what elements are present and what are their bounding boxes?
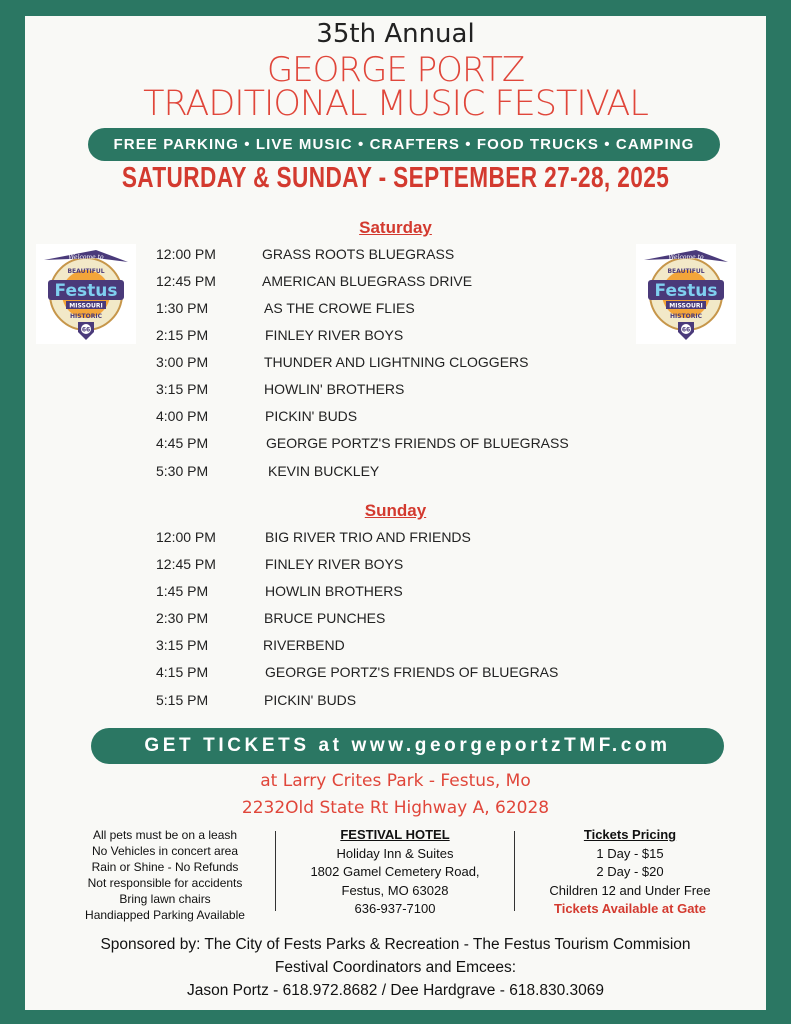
row-act: PICKIN' BUDS xyxy=(265,408,358,424)
coordinators-contacts: Jason Portz - 618.972.8682 / Dee Hardgrave - 618.830.3069 xyxy=(186,982,605,999)
row-act: RIVERBEND xyxy=(263,637,345,653)
rule-item: Bring lawn chairs xyxy=(119,892,211,906)
logo-state-text: MISSOURI xyxy=(69,302,103,310)
tickets-at-gate: Tickets Available at Gate xyxy=(554,901,706,916)
festus-route66-logo-icon xyxy=(36,244,136,344)
rule-item: No Vehicles in concert area xyxy=(91,844,239,858)
row-time: 4:15 PM xyxy=(156,664,209,680)
logo-state-text: MISSOURI xyxy=(669,302,703,310)
row-act: HOWLIN' BROTHERS xyxy=(264,381,405,397)
row-act: BIG RIVER TRIO AND FRIENDS xyxy=(265,529,471,545)
row-time: 12:45 PM xyxy=(156,273,216,289)
logo-historic-text: HISTORIC xyxy=(69,313,103,320)
row-time: 3:15 PM xyxy=(156,637,209,653)
coordinators-heading: Festival Coordinators and Emcees: xyxy=(274,959,517,976)
hotel-line: Festus, MO 63028 xyxy=(341,882,449,898)
row-time: 3:00 PM xyxy=(156,354,209,370)
row-act: PICKIN' BUDS xyxy=(264,692,357,708)
row-act: BRUCE PUNCHES xyxy=(264,610,386,626)
row-act: GEORGE PORTZ'S FRIENDS OF BLUEGRAS xyxy=(265,664,559,680)
logo-beautiful-text: BEAUTIFUL xyxy=(67,268,105,275)
logo-name-text: Festus xyxy=(654,281,718,301)
logo-name-text: Festus xyxy=(54,281,118,301)
row-act: THUNDER AND LIGHTNING CLOGGERS xyxy=(264,354,529,370)
rule-item: Not responsible for accidents xyxy=(87,876,243,890)
rules-column xyxy=(80,827,250,923)
column-divider xyxy=(275,831,276,911)
logo-route-text: 66 xyxy=(81,326,91,334)
logo-route-text: 66 xyxy=(681,326,691,334)
row-act: HOWLIN BROTHERS xyxy=(265,583,403,599)
get-tickets-banner[interactable]: GET TICKETS at www.georgeportzTMF.com xyxy=(91,728,724,764)
festus-route66-logo-icon xyxy=(636,244,736,344)
row-act: AMERICAN BLUEGRASS DRIVE xyxy=(262,273,473,289)
festus-logo-left xyxy=(36,244,136,344)
row-act: GEORGE PORTZ'S FRIENDS OF BLUEGRASS xyxy=(266,435,569,451)
row-time: 12:00 PM xyxy=(156,246,216,262)
logo-welcome-text: Welcome to xyxy=(68,254,104,261)
hotel-heading: FESTIVAL HOTEL xyxy=(340,827,450,842)
row-act: GRASS ROOTS BLUEGRASS xyxy=(262,246,455,262)
pricing-column xyxy=(530,826,730,919)
saturday-heading: Saturday xyxy=(359,218,432,237)
column-divider xyxy=(514,831,515,911)
row-time: 12:00 PM xyxy=(156,529,216,545)
festival-title-line2: TRADITIONAL MUSIC FESTIVAL xyxy=(143,84,648,124)
price-line: 2 Day - $20 xyxy=(596,864,664,879)
rule-item: Rain or Shine - No Refunds xyxy=(91,860,239,874)
row-time: 4:00 PM xyxy=(156,408,209,424)
rule-item: All pets must be on a leash xyxy=(92,828,238,842)
row-act: FINLEY RIVER BOYS xyxy=(265,327,404,343)
row-act: FINLEY RIVER BOYS xyxy=(265,556,404,572)
hotel-phone: 636-937-7100 xyxy=(354,901,436,916)
festival-title-line1: GEORGE PORTZ xyxy=(266,50,525,90)
hotel-column xyxy=(290,826,500,919)
annual-label: 35th Annual xyxy=(316,19,475,49)
price-line: Children 12 and Under Free xyxy=(549,882,711,898)
price-line: 1 Day - $15 xyxy=(596,845,664,861)
row-time: 3:15 PM xyxy=(156,381,209,397)
row-time: 4:45 PM xyxy=(156,435,209,451)
row-time: 2:30 PM xyxy=(156,610,209,626)
row-act: AS THE CROWE FLIES xyxy=(264,300,415,316)
venue-line1: at Larry Crites Park - Festus, Mo xyxy=(260,771,531,791)
row-time: 5:15 PM xyxy=(156,692,209,708)
hotel-line: Holiday Inn & Suites xyxy=(336,845,454,861)
hotel-line: 1802 Gamel Cemetery Road, xyxy=(310,864,480,879)
pricing-heading: Tickets Pricing xyxy=(583,827,677,842)
logo-welcome-text: Welcome to xyxy=(668,254,704,261)
row-time: 1:30 PM xyxy=(156,300,209,316)
row-time: 12:45 PM xyxy=(156,556,216,572)
row-time: 2:15 PM xyxy=(156,327,209,343)
venue-address: 2232Old State Rt Highway A, 62028 xyxy=(241,798,550,818)
row-time: 1:45 PM xyxy=(156,583,209,599)
logo-historic-text: HISTORIC xyxy=(669,313,703,320)
row-time: 5:30 PM xyxy=(156,463,209,479)
row-act: KEVIN BUCKLEY xyxy=(268,463,380,479)
rule-item: Handiapped Parking Available xyxy=(85,908,245,922)
sponsor-line: Sponsored by: The City of Fests Parks & Recreation - The Festus Tourism Commision xyxy=(100,936,691,953)
logo-beautiful-text: BEAUTIFUL xyxy=(667,268,705,275)
festival-dates: SATURDAY & SUNDAY - SEPTEMBER 27-28, 2025 xyxy=(121,162,670,194)
sunday-heading: Sunday xyxy=(364,501,427,520)
features-banner: FREE PARKING • LIVE MUSIC • CRAFTERS • FOOD TRUCKS • CAMPING xyxy=(88,128,720,161)
festus-logo-right xyxy=(636,244,736,344)
